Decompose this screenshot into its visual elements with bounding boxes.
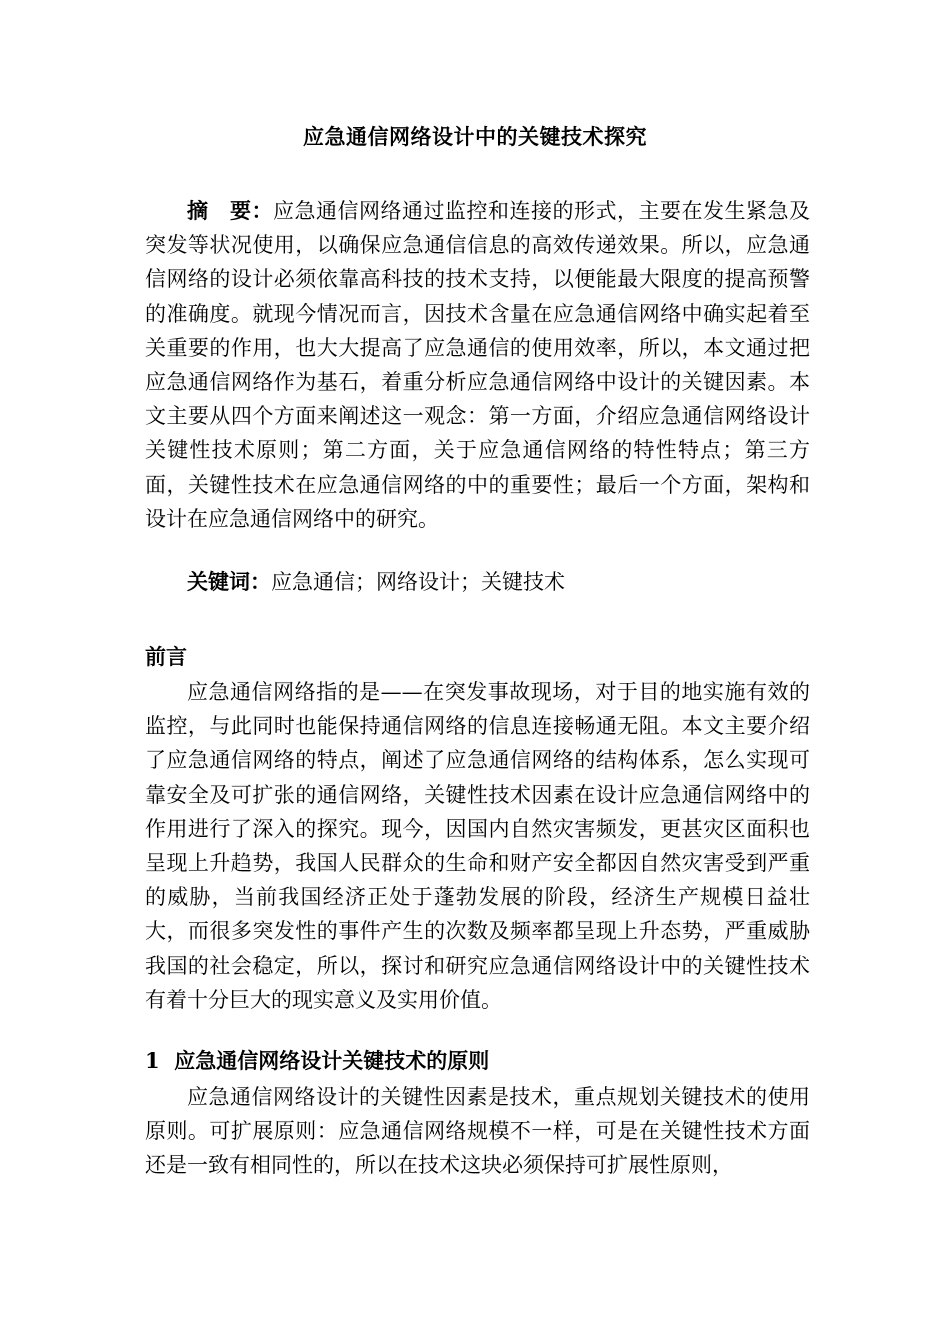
preface-heading: 前言 [145, 644, 187, 669]
keywords-paragraph [145, 565, 810, 599]
document-title: 应急通信网络设计中的关键技术探究 [303, 124, 647, 149]
keywords-text: 应急通信；网络设计；关键技术 [271, 570, 565, 594]
section-1-heading: 1 应急通信网络设计关键技术的原则 [145, 1048, 490, 1073]
abstract-text: 应急通信网络通过监控和连接的形式，主要在发生紧急及突发等状况使用，以确保应急通信信息的高效传递效果。所以，应急通信网络的设计必须依靠高科技的技术支持，以便能最大限度的提高预警的准确度。就现今情况而言，因技术含量在应急通信网络中确实起着至关重要的作用，也大大提高了应急通信的使用效率，所以，本文通过把应急通信网络作为基石，着重分析应急通信网络中设计的关键因素。本文主要从四个方面来阐述这一观念：第一方面，介绍应急通信网络设计关键性技术原则；第二方面，关于应急通信网络的特性特点；第三方面，关键性技术在应急通信网络的中的重要性；最后一个方面，架构和设计在应急通信网络中的研究。 [145, 199, 810, 531]
preface-paragraph: 应急通信网络指的是——在突发事故现场，对于目的地实施有效的监控，与此同时也能保持通信网络的信息连接畅通无阻。本文主要介绍了应急通信网络的特点，阐述了应急通信网络的结构体系，怎么实现可靠安全及可扩张的通信网络，关键性技术因素在设计应急通信网络中的作用进行了深入的探究。现今，因国内自然灾害频发，更甚灾区面积也呈现上升趋势，我国人民群众的生命和财产安全都因自然灾害受到严重的威胁，当前我国经济正处于蓬勃发展的阶段，经济生产规模日益壮大，而很多突发性的事件产生的次数及频率都呈现上升态势，严重威胁我国的社会稳定，所以，探讨和研究应急通信网络设计中的关键性技术有着十分巨大的现实意义及实用价值。 [145, 680, 810, 1012]
section-1-paragraph: 应急通信网络设计的关键性因素是技术，重点规划关键技术的使用原则。可扩展原则：应急通信网络规模不一样，可是在关键性技术方面还是一致有相同性的，所以在技术这块必须保持可扩展性原则， [145, 1085, 810, 1178]
abstract-paragraph [145, 194, 810, 536]
keywords-label: 关键词： [187, 569, 271, 594]
abstract-label: 摘 要： [187, 198, 273, 223]
